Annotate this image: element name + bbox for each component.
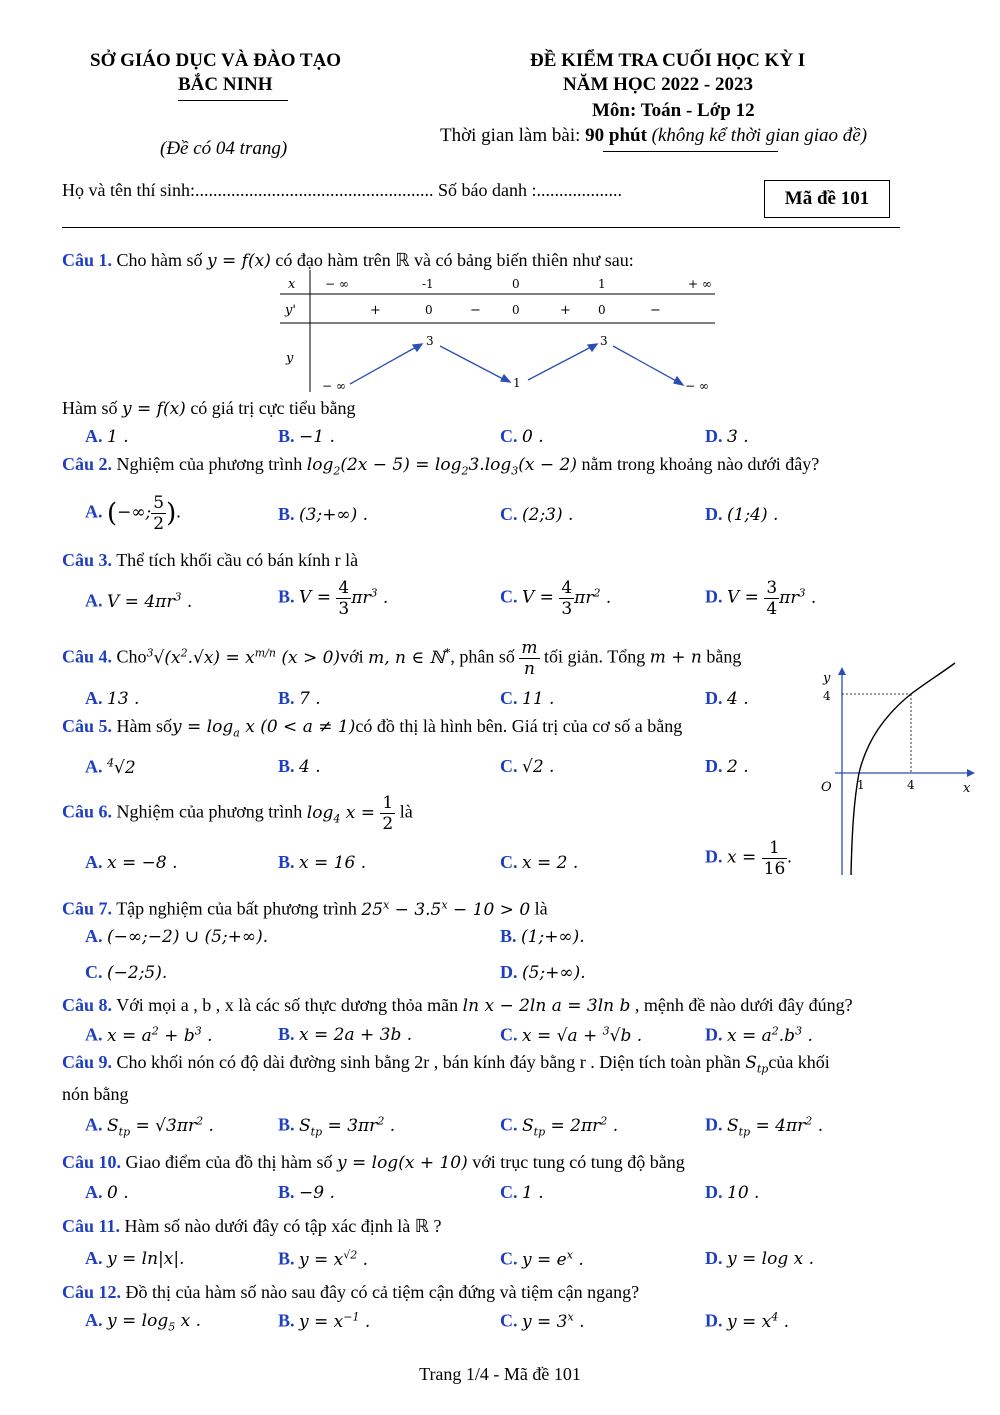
q2-text-b: nằm trong khoảng nào dưới đây?	[577, 454, 820, 474]
q4-opt-b-value: 7 .	[299, 689, 321, 709]
q8-option-d[interactable]: D. $x = a^2.b^3$ .	[705, 1024, 813, 1046]
q10-opt-a-letter: A.	[85, 1182, 103, 1202]
q10-opt-d-letter: D.	[705, 1182, 723, 1202]
q2-option-b[interactable]: B. (3;+∞) .	[278, 504, 369, 525]
q11-text: Hàm số nào dưới đây có tập xác định là ℝ ?	[120, 1216, 442, 1236]
q9-opt-b-letter: B.	[278, 1114, 295, 1135]
q8-opt-c-letter: C.	[500, 1024, 518, 1045]
q2-equation: $\log_2(2x - 5) = \log_23.\log_3(x - 2)$	[306, 455, 577, 478]
q10-option-d[interactable]	[705, 1182, 759, 1203]
q7-label: Câu 7.	[62, 898, 113, 919]
q9-stp: $S_{tp}$	[745, 1053, 769, 1076]
q6-text-a: Nghiệm của phương trình	[112, 801, 307, 822]
q6-option-b[interactable]: B. x = 16 .	[278, 852, 367, 873]
time-value: 90 phút	[585, 125, 647, 146]
vt-yp-label: y'	[285, 303, 296, 318]
q1-opt-a-value: 1 .	[107, 427, 129, 447]
q6-option-d[interactable]: D. x = $\frac{1}{16}$ .	[705, 838, 792, 879]
vt-x-0: 0	[512, 277, 520, 291]
question-1	[62, 250, 634, 271]
q10-opt-b-letter: B.	[278, 1182, 295, 1202]
q7-opt-d-letter: D.	[500, 962, 518, 982]
q1-opt-d-letter: D.	[705, 426, 723, 446]
q12-text: Đồ thị của hàm số nào sau đây có cả tiệm cận đứng và tiệm cận ngang?	[121, 1282, 640, 1302]
q1-func: y = f(x)	[207, 251, 271, 271]
q8-label: Câu 8.	[62, 995, 113, 1015]
q8-option-b[interactable]: B. x = 2a + 3b .	[278, 1024, 413, 1045]
q9-text-b: của khối	[768, 1052, 830, 1072]
q1-opt-c-value: 0 .	[522, 427, 544, 447]
graph-tick-x4: 4	[907, 778, 915, 792]
q7-option-d[interactable]: D. (5;+∞).	[500, 962, 586, 983]
q1-followup-b: có giá trị cực tiểu bằng	[185, 398, 356, 418]
q7-opt-c-letter: C.	[85, 962, 103, 982]
q1-label: Câu 1.	[62, 250, 113, 270]
vt-arrow-up-1	[350, 346, 418, 384]
q4-opt-a-value: 13 .	[107, 689, 140, 709]
q4-text-a: Cho	[112, 646, 147, 667]
q3-option-a[interactable]: A. $V = 4\pi r^3$ .	[85, 590, 193, 612]
vt-y-neginf-right: − ∞	[685, 379, 709, 393]
q8-opt-d-letter: D.	[705, 1024, 723, 1045]
q5-log-graph	[815, 660, 980, 880]
vt-y-max2: 3	[600, 334, 608, 348]
q9-opt-c-letter: C.	[500, 1114, 518, 1135]
q5-option-d[interactable]: D. 2 .	[705, 756, 749, 777]
exam-code: Mã đề 101	[784, 188, 870, 209]
student-info-line: Họ và tên thí sinh:..................................................... Số báo danh :...................	[62, 180, 622, 200]
q7-option-b[interactable]: B. (1;+∞).	[500, 926, 585, 947]
q12-option-c[interactable]: C. $y = 3^x$ .	[500, 1310, 585, 1332]
q2-option-a[interactable]: A. (−∞; $\frac{5}{2}$ ).	[85, 493, 181, 534]
question-12	[62, 1282, 639, 1303]
q7-option-c[interactable]: C. (−2;5).	[85, 962, 168, 983]
q10-opt-d-value: 10 .	[727, 1183, 760, 1203]
q3-option-b[interactable]: B. V = $\frac{4}{3}$ $\pi r^3$ .	[278, 578, 389, 619]
question-2	[62, 454, 819, 477]
q9-continuation: nón bằng	[62, 1084, 129, 1104]
vt-arrow-down-2	[613, 346, 678, 382]
q10-opt-c-letter: C.	[500, 1182, 518, 1202]
q1-followup	[62, 398, 356, 419]
q5-function: $y = \log_a x$ (0 < a ≠ 1)	[172, 717, 356, 740]
q2-option-c[interactable]: C. (2;3) .	[500, 504, 574, 525]
q1-opt-a-letter: A.	[85, 426, 103, 446]
q4-expression: $^3√(x^2.√x) = x^{m/n}$ (x > 0)	[146, 645, 341, 668]
q3-opt-c-letter: C.	[500, 586, 518, 607]
q7-inequality: $25^x - 3.5^x - 10 > 0$	[361, 898, 531, 920]
q8-text-b: , mệnh đề nào dưới đây đúng?	[630, 995, 853, 1015]
q9-option-b[interactable]: B. $S_{tp} = 3\pi r^2$ .	[278, 1114, 396, 1139]
pages-note: (Đề có 04 trang)	[160, 138, 288, 159]
vt-arrow-up-2	[528, 346, 593, 380]
q8-condition: ln x − 2ln a = 3ln b	[462, 996, 631, 1016]
q7-text-a: Tập nghiệm của bất phương trình	[112, 898, 362, 919]
department-name: SỞ GIÁO DỤC VÀ ĐÀO TẠO	[90, 50, 342, 71]
q1-option-c[interactable]	[500, 426, 544, 447]
q9-option-d[interactable]: D. $S_{tp} = 4\pi r^2$ .	[705, 1114, 824, 1139]
vt-yp-s4: −	[650, 303, 661, 318]
q3-opt-a-letter: A.	[85, 590, 103, 611]
q11-opt-c-letter: C.	[500, 1248, 518, 1269]
q10-option-a[interactable]	[85, 1182, 129, 1203]
q4-opt-d-letter: D.	[705, 688, 723, 708]
q6-label: Câu 6.	[62, 801, 113, 822]
q10-opt-c-value: 1 .	[522, 1183, 544, 1203]
q4-opt-c-value: 11 .	[522, 689, 555, 709]
q2-text-a: Nghiệm của phương trình	[112, 454, 307, 474]
q6-opt-a-letter: A.	[85, 852, 103, 872]
q10-label: Câu 10.	[62, 1152, 122, 1172]
q2-label: Câu 2.	[62, 454, 113, 474]
q4-option-b[interactable]	[278, 688, 321, 709]
header-divider	[62, 227, 900, 228]
q9-opt-d-letter: D.	[705, 1114, 723, 1135]
q11-opt-a-letter: A.	[85, 1248, 103, 1268]
q6-option-c[interactable]: C. x = 2 .	[500, 852, 579, 873]
q12-option-a[interactable]: A. $y = \log_5 x$ .	[85, 1310, 202, 1334]
q2-opt-c-letter: C.	[500, 504, 518, 524]
q1-func-2: y = f(x)	[122, 399, 186, 419]
school-year: NĂM HỌC 2022 - 2023	[563, 74, 753, 95]
time-label: Thời gian làm bài:	[440, 125, 586, 146]
vt-y-label: y	[286, 351, 294, 366]
q7-opt-a-letter: A.	[85, 926, 103, 946]
graph-log-curve	[851, 663, 955, 875]
q9-option-c[interactable]: C. $S_{tp} = 2\pi r^2$ .	[500, 1114, 619, 1139]
q4-label: Câu 4.	[62, 646, 113, 667]
q5-opt-b-letter: B.	[278, 756, 295, 776]
q5-text-a: Hàm số	[112, 716, 173, 736]
q10-opt-b-value: −9 .	[299, 1183, 335, 1203]
question-11	[62, 1216, 441, 1237]
q1-opt-c-letter: C.	[500, 426, 518, 446]
q12-opt-a-letter: A.	[85, 1310, 103, 1330]
vt-x-1: 1	[598, 277, 606, 291]
q12-opt-b-letter: B.	[278, 1310, 295, 1331]
question-8	[62, 995, 853, 1016]
q1-opt-b-letter: B.	[278, 426, 295, 446]
exam-title: ĐỀ KIỂM TRA CUỐI HỌC KỲ I	[530, 50, 806, 71]
q4-text-c: , phân số	[450, 646, 520, 667]
q4-option-c[interactable]	[500, 688, 554, 709]
time-line	[440, 125, 867, 147]
question-3	[62, 550, 358, 571]
q6-opt-c-letter: C.	[500, 852, 518, 872]
q8-text-a: Với mọi a , b , x là các số thực dương thỏa mãn	[112, 995, 463, 1015]
q4-opt-b-letter: B.	[278, 688, 295, 708]
q11-option-b[interactable]: B. $y = x^{√2}$ .	[278, 1248, 369, 1270]
q9-opt-a-letter: A.	[85, 1114, 103, 1135]
q2-option-d[interactable]: D. (1;4) .	[705, 504, 779, 525]
vt-yp-s2: −	[470, 303, 481, 318]
graph-tick-y4: 4	[823, 689, 831, 703]
q8-option-a[interactable]: A. $x = a^2 + b^3$ .	[85, 1024, 213, 1046]
question-4	[62, 638, 741, 679]
q10-opt-a-value: 0 .	[107, 1183, 129, 1203]
question-10	[62, 1152, 685, 1173]
vt-yp-z2: 0	[512, 303, 520, 317]
q4-fraction: $\frac{m}{n}$	[521, 638, 538, 679]
question-9	[62, 1052, 830, 1075]
q7-opt-b-letter: B.	[500, 926, 517, 946]
subject: Môn: Toán - Lớp 12	[592, 100, 755, 121]
vt-y-min: 1	[513, 376, 521, 390]
q6-equation: $\log_4 x$ =	[306, 802, 381, 826]
q4-option-d[interactable]	[705, 688, 749, 709]
q3-opt-b-letter: B.	[278, 586, 295, 607]
q1-text-a: Cho hàm số	[112, 250, 208, 270]
graph-origin: O	[821, 780, 832, 795]
q1-option-b[interactable]	[278, 426, 335, 447]
q5-option-c[interactable]: C. √2 .	[500, 756, 555, 777]
vt-x-m1: -1	[422, 277, 434, 291]
vt-y-neginf-left: − ∞	[322, 379, 346, 393]
q11-label: Câu 11.	[62, 1216, 121, 1236]
page-footer: Trang 1/4 - Mã đề 101	[419, 1364, 581, 1384]
q2-opt-b-letter: B.	[278, 504, 295, 524]
q4-opt-a-letter: A.	[85, 688, 103, 708]
q3-option-c[interactable]: C. V = $\frac{4}{3}$ $\pi r^2$ .	[500, 578, 612, 619]
q5-label: Câu 5.	[62, 716, 113, 736]
question-7	[62, 898, 548, 920]
q5-opt-a-letter: A.	[85, 756, 103, 777]
q11-option-a[interactable]: A. y = ln|x|.	[85, 1248, 185, 1269]
q2-opt-a-letter: A.	[85, 501, 103, 522]
q11-option-c[interactable]: C. $y = e^x$ .	[500, 1248, 584, 1270]
q8-opt-b-letter: B.	[278, 1024, 295, 1044]
q6-half: $\frac{1}{2}$	[382, 793, 394, 834]
q1-opt-b-value: −1 .	[299, 427, 335, 447]
vt-x-neginf: − ∞	[325, 277, 349, 291]
graph-tick-x1: 1	[857, 778, 865, 792]
q1-text-b: có đạo hàm trên ℝ và có bảng biến thiên như sau:	[270, 250, 634, 270]
q3-option-d[interactable]: D. V = $\frac{3}{4}$ $\pi r^3$ .	[705, 578, 817, 619]
q12-opt-c-letter: C.	[500, 1310, 518, 1331]
exam-code-box	[764, 180, 890, 218]
vt-yp-z1: 0	[425, 303, 433, 317]
q11-option-d[interactable]: D. y = log x .	[705, 1248, 815, 1269]
q11-opt-b-letter: B.	[278, 1248, 295, 1269]
q10-text-a: Giao điểm của đồ thị hàm số	[121, 1152, 337, 1172]
q12-option-b[interactable]: B. $y = x^{-1}$ .	[278, 1310, 371, 1332]
q5-text-b: có đồ thị là hình bên. Giá trị của cơ số a bằng	[355, 716, 683, 736]
vt-y-max1: 3	[426, 334, 434, 348]
q6-opt-b-letter: B.	[278, 852, 295, 872]
q4-sum: m + n	[649, 647, 702, 668]
q1-option-d[interactable]	[705, 426, 749, 447]
q4-text-e: bằng	[701, 646, 742, 667]
vt-arrow-down-1	[440, 346, 505, 380]
q9-label: Câu 9.	[62, 1052, 113, 1072]
q8-opt-a-letter: A.	[85, 1024, 103, 1045]
q9-text-a: Cho khối nón có độ dài đường sinh bằng 2r , bán kính đáy bằng r . Diện tích toàn phần	[112, 1052, 746, 1072]
q3-opt-d-letter: D.	[705, 586, 723, 607]
q12-opt-d-letter: D.	[705, 1310, 723, 1331]
q12-option-d[interactable]: D. $y = x^4$ .	[705, 1310, 790, 1332]
q10-text-b: với trục tung có tung độ bằng	[467, 1152, 685, 1172]
q4-text-b: với	[340, 646, 369, 667]
vt-x-label: x	[288, 277, 296, 292]
time-underline	[603, 151, 778, 152]
vt-yp-s1: +	[370, 303, 381, 318]
q5-option-b[interactable]: B. 4 .	[278, 756, 321, 777]
province-underline	[178, 100, 288, 101]
time-note: (không kể thời gian giao đề)	[646, 125, 868, 146]
question-6	[62, 793, 413, 834]
q4-opt-c-letter: C.	[500, 688, 518, 708]
q1-followup-a: Hàm số	[62, 398, 122, 418]
vt-yp-s3: +	[560, 303, 571, 318]
q5-opt-d-letter: D.	[705, 756, 723, 776]
q4-opt-d-value: 4 .	[727, 689, 749, 709]
vt-yp-z3: 0	[598, 303, 606, 317]
q4-mn-set: m, n ∈ ℕ*	[368, 645, 451, 668]
q3-label: Câu 3.	[62, 550, 113, 570]
q6-option-a[interactable]: A. x = −8 .	[85, 852, 178, 873]
q7-option-a[interactable]: A. (−∞;−2) ∪ (5;+∞).	[85, 926, 269, 947]
q7-text-b: là	[530, 898, 548, 919]
q9-option-a[interactable]: A. $S_{tp} = √3\pi r^2$ .	[85, 1114, 214, 1139]
q11-opt-d-letter: D.	[705, 1248, 723, 1268]
q6-opt-d-letter: D.	[705, 846, 723, 867]
q3-text: Thể tích khối cầu có bán kính r là	[112, 550, 359, 570]
variation-table	[280, 270, 720, 395]
vt-x-posinf: + ∞	[688, 277, 712, 291]
q12-label: Câu 12.	[62, 1282, 122, 1302]
q10-function: y = log(x + 10)	[336, 1153, 468, 1173]
q10-option-c[interactable]	[500, 1182, 544, 1203]
question-5	[62, 716, 682, 739]
q2-opt-d-letter: D.	[705, 504, 723, 524]
q1-opt-d-value: 3 .	[727, 427, 749, 447]
q10-option-b[interactable]	[278, 1182, 335, 1203]
q5-option-a[interactable]: A. $^4$√2	[85, 756, 136, 778]
q4-text-d: tối giản. Tổng	[539, 646, 650, 667]
q1-option-a[interactable]	[85, 426, 129, 447]
graph-y-label: y	[823, 671, 831, 686]
q8-option-c[interactable]: C. x = √a + $^3$√b .	[500, 1024, 643, 1046]
q4-option-a[interactable]	[85, 688, 139, 709]
graph-x-label: x	[963, 781, 971, 796]
q6-text-b: là	[395, 801, 413, 822]
q5-opt-c-letter: C.	[500, 756, 518, 776]
province-name: BẮC NINH	[178, 74, 273, 95]
